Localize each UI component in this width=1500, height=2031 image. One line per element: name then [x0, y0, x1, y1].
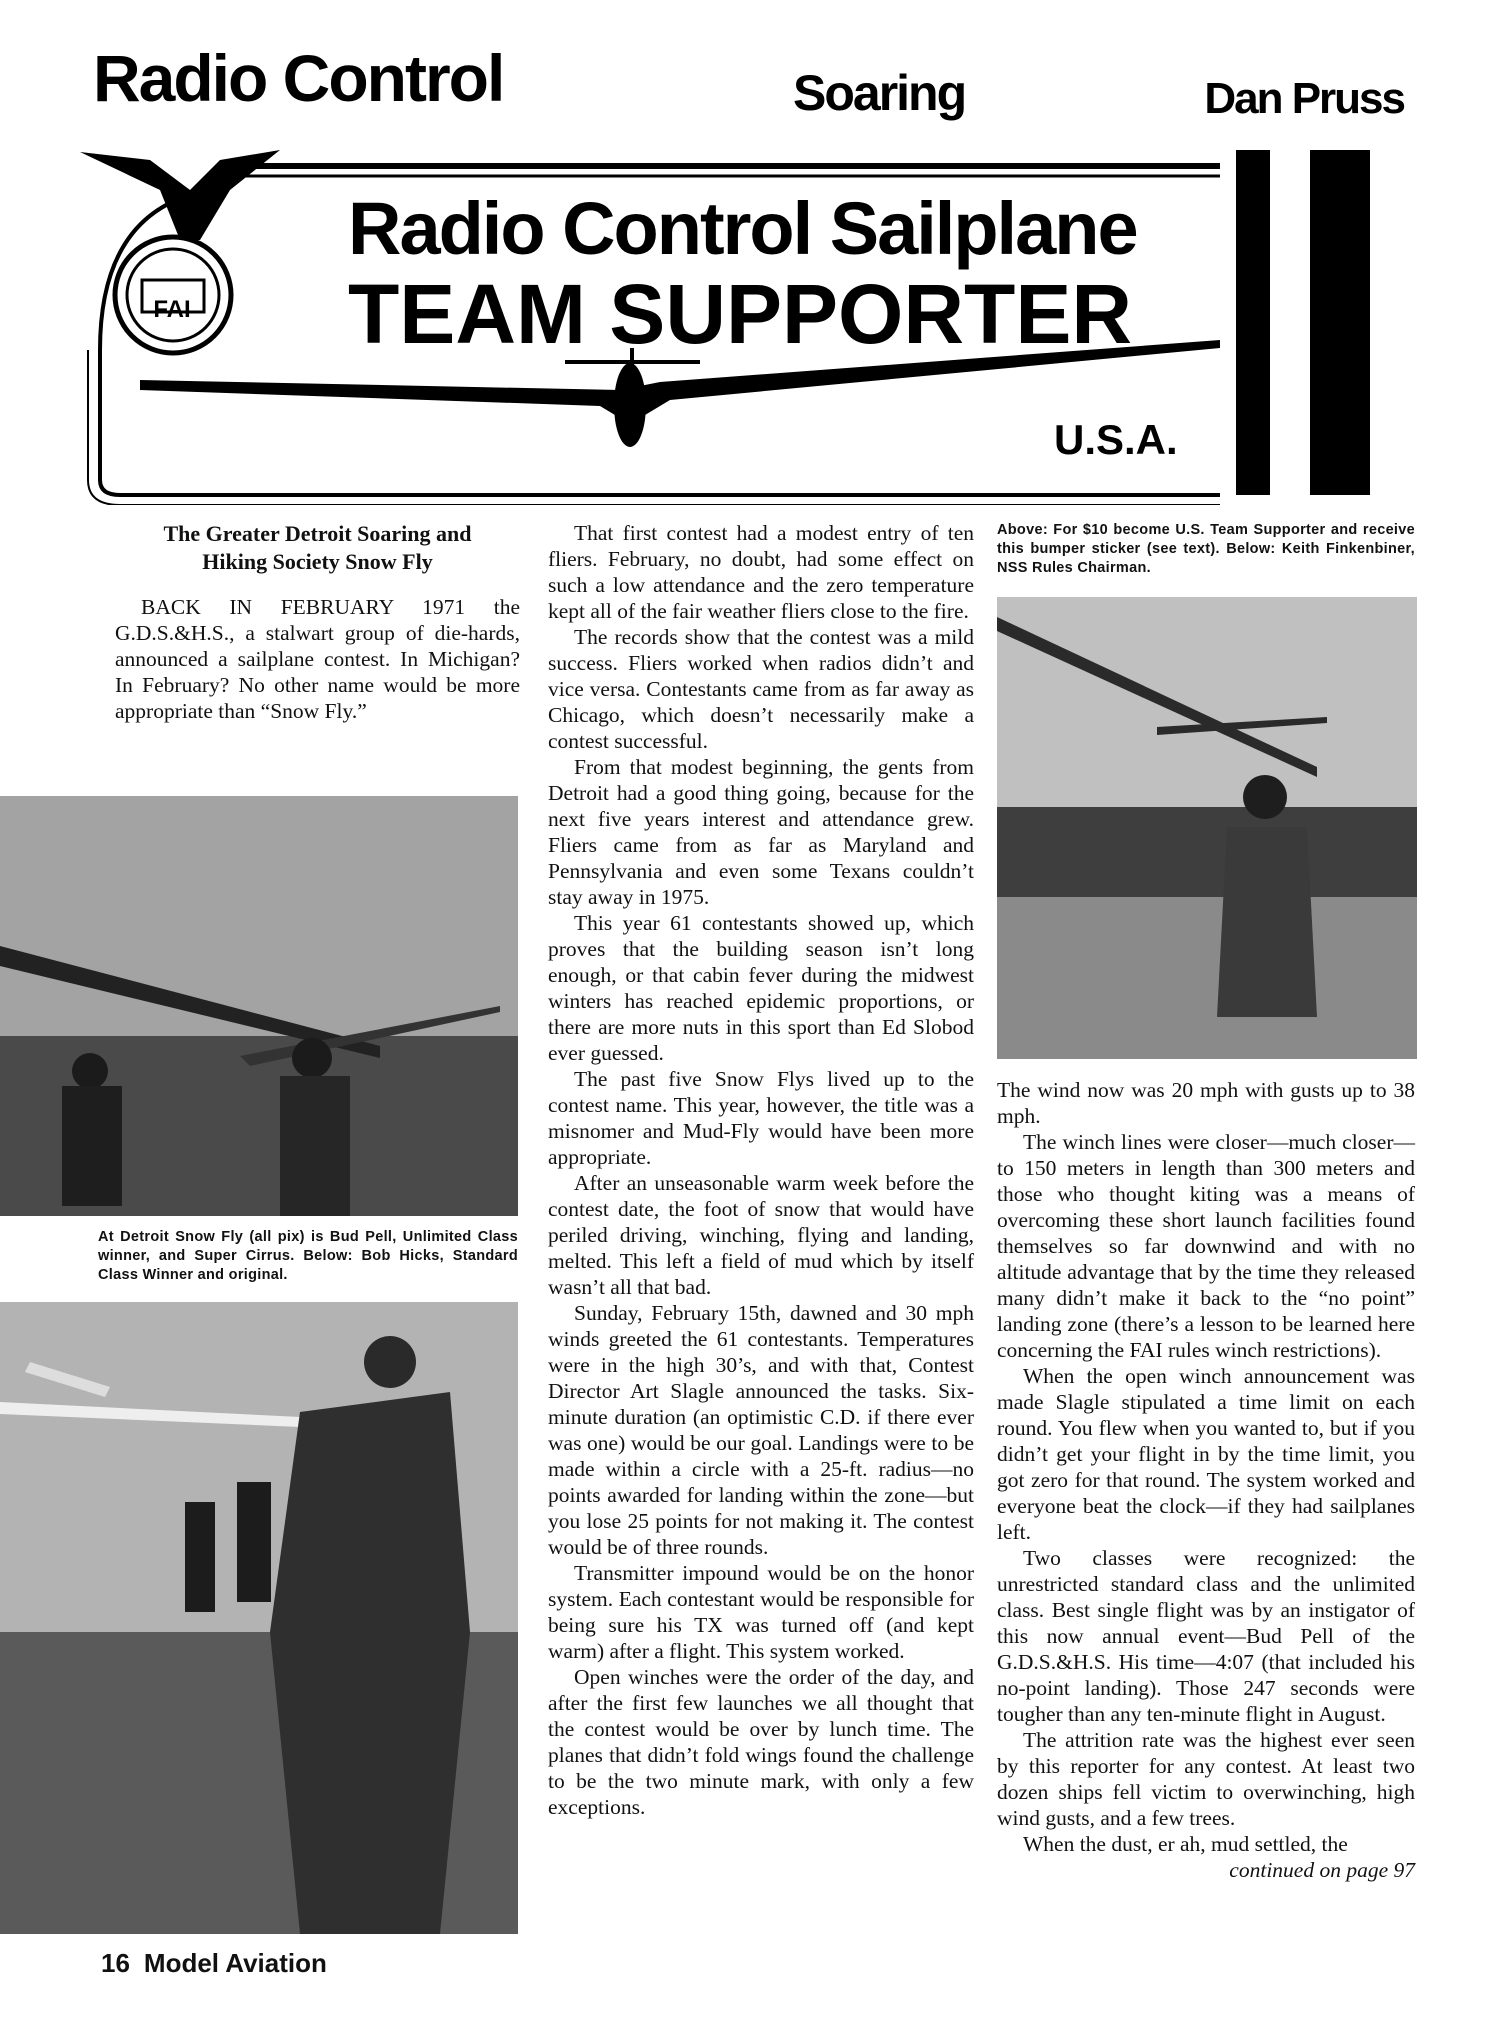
paragraph: Open winches were the order of the day, and after the first few launches we all thought that the contest would be over by lunch time. The planes that didn’t fold wings found the challenge to be the two minute mark, with only a few exceptions.	[548, 1665, 974, 1819]
magazine-name: Model Aviation	[143, 1948, 327, 1978]
article-subhead: The Greater Detroit Soaring and Hiking Society Snow Fly	[163, 521, 472, 574]
paragraph: That first contest had a modest entry of ten fliers. February, no doubt, had some effect on such a low attendance and the zero temperature kept all of the fair weather fliers close to the fire.	[548, 521, 974, 623]
paragraph: When the dust, er ah, mud settled, the	[1023, 1832, 1348, 1856]
paragraph: The records show that the contest was a mild success. Fliers worked when radios didn’t and vice versa. Contestants came from as far away as Chicago, which doesn’t necessarily make a contest successful.	[548, 625, 974, 753]
fai-logo-label: FAI	[153, 296, 191, 323]
banner-line-2: TEAM SUPPORTER	[348, 267, 1133, 361]
banner-line-1: Radio Control Sailplane	[348, 187, 1137, 270]
paragraph: BACK IN FEBRUARY 1971 the G.D.S.&H.S., a stalwart group of die-hards, announced a sailplane contest. In Michigan? In February? No other name would be more appropriate than “Snow Fly.”	[115, 595, 520, 723]
paragraph: The attrition rate was the highest ever seen by this reporter for any contest. At least two dozen ships fell victim to overwinching, high wind gusts, and a few trees.	[997, 1728, 1415, 1830]
paragraph: Two classes were recognized: the unrestricted standard class and the unlimited class. Best single flight was by an instigator of this now annual event—Bud Pell of the G.D.S.&H.S. His time—4:07 (that included his no-point landing). Those 247 seconds were tougher than any ten-minute flight in August.	[997, 1546, 1415, 1726]
paragraph: From that modest beginning, the gents from Detroit had a good thing going, because for the next five years interest and attendance grew. Fliers came from as far as Maryland and Pennsylvania and even some Texans couldn’t stay away in 1975.	[548, 755, 974, 909]
paragraph: Sunday, February 15th, dawned and 30 mph winds greeted the 61 contestants. Temperatures were in the high 30’s, and with that, Contest Director Art Slagle announced the tasks. Six-minute duration (an optimistic C.D. if there ever was one) would be our goal. Landings were to be made within a circle with a 25-ft. radius—no points awarded for landing within the zone—but you lose 25 points for not making it. The contest would be of three rounds.	[548, 1301, 974, 1559]
caption-right: Above: For $10 become U.S. Team Supporter and receive this bumper sticker (see text). Below: Keith Finkenbiner, NSS Rules Chairman.	[997, 522, 1415, 576]
paragraph: When the open winch announcement was made Slagle stipulated a time limit on each round. You flew when you wanted to, but if you didn’t get your flight in by the time limit, you got zero for that round. The system worked and everyone beat the clock—if they had sailplanes left.	[997, 1364, 1415, 1544]
paragraph: Transmitter impound would be on the honor system. Each contestant would be responsible for being sure his TX was turned off (and kept warm) after a flight. This system worked.	[548, 1561, 974, 1663]
paragraph: The wind now was 20 mph with gusts up to 38 mph.	[997, 1078, 1415, 1128]
photo-keith-finkenbiner	[997, 597, 1417, 1059]
continued-note: continued on page 97	[1229, 1858, 1415, 1882]
topic-title: Soaring	[793, 65, 966, 121]
page-footer	[101, 1948, 341, 1979]
column-2	[548, 520, 974, 1820]
photo-bob-hicks	[0, 1302, 518, 1934]
banner-country: U.S.A.	[1054, 416, 1178, 463]
page-number: 16	[101, 1948, 130, 1978]
paragraph: The winch lines were closer—much closer—to 150 meters in length than 300 meters and those who thought kiting was a means of overcoming these short launch facilities found themselves so far downwind and with no altitude advantage that by the time they released many didn’t make it back to the “no point” landing zone (there’s a lesson to be learned here concerning the FAI rules winch restrictions).	[997, 1130, 1415, 1362]
paragraph: This year 61 contestants showed up, which proves that the building season isn’t long enough, or that cabin fever during the midwest winters has reached epidemic proportions, or there are more nuts in this sport than Ed Slobod ever guessed.	[548, 911, 974, 1065]
photo-bud-pell	[0, 796, 518, 1216]
team-supporter-banner	[80, 150, 1370, 505]
caption-left: At Detroit Snow Fly (all pix) is Bud Pell, Unlimited Class winner, and Super Cirrus. Below: Bob Hicks, Standard Class Winner and original.	[98, 1229, 518, 1283]
paragraph: After an unseasonable warm week before the contest date, the foot of snow that would have periled driving, winching, flying and landing, melted. This left a field of mud which by itself wasn’t all that bad.	[548, 1171, 974, 1299]
author-name: Dan Pruss	[1204, 74, 1404, 123]
column-3	[997, 1077, 1415, 1883]
paragraph: The past five Snow Flys lived up to the contest name. This year, however, the title was a misnomer and Mud-Fly would have been more appropriate.	[548, 1067, 974, 1169]
column-1	[115, 520, 520, 724]
section-title: Radio Control	[93, 41, 504, 115]
